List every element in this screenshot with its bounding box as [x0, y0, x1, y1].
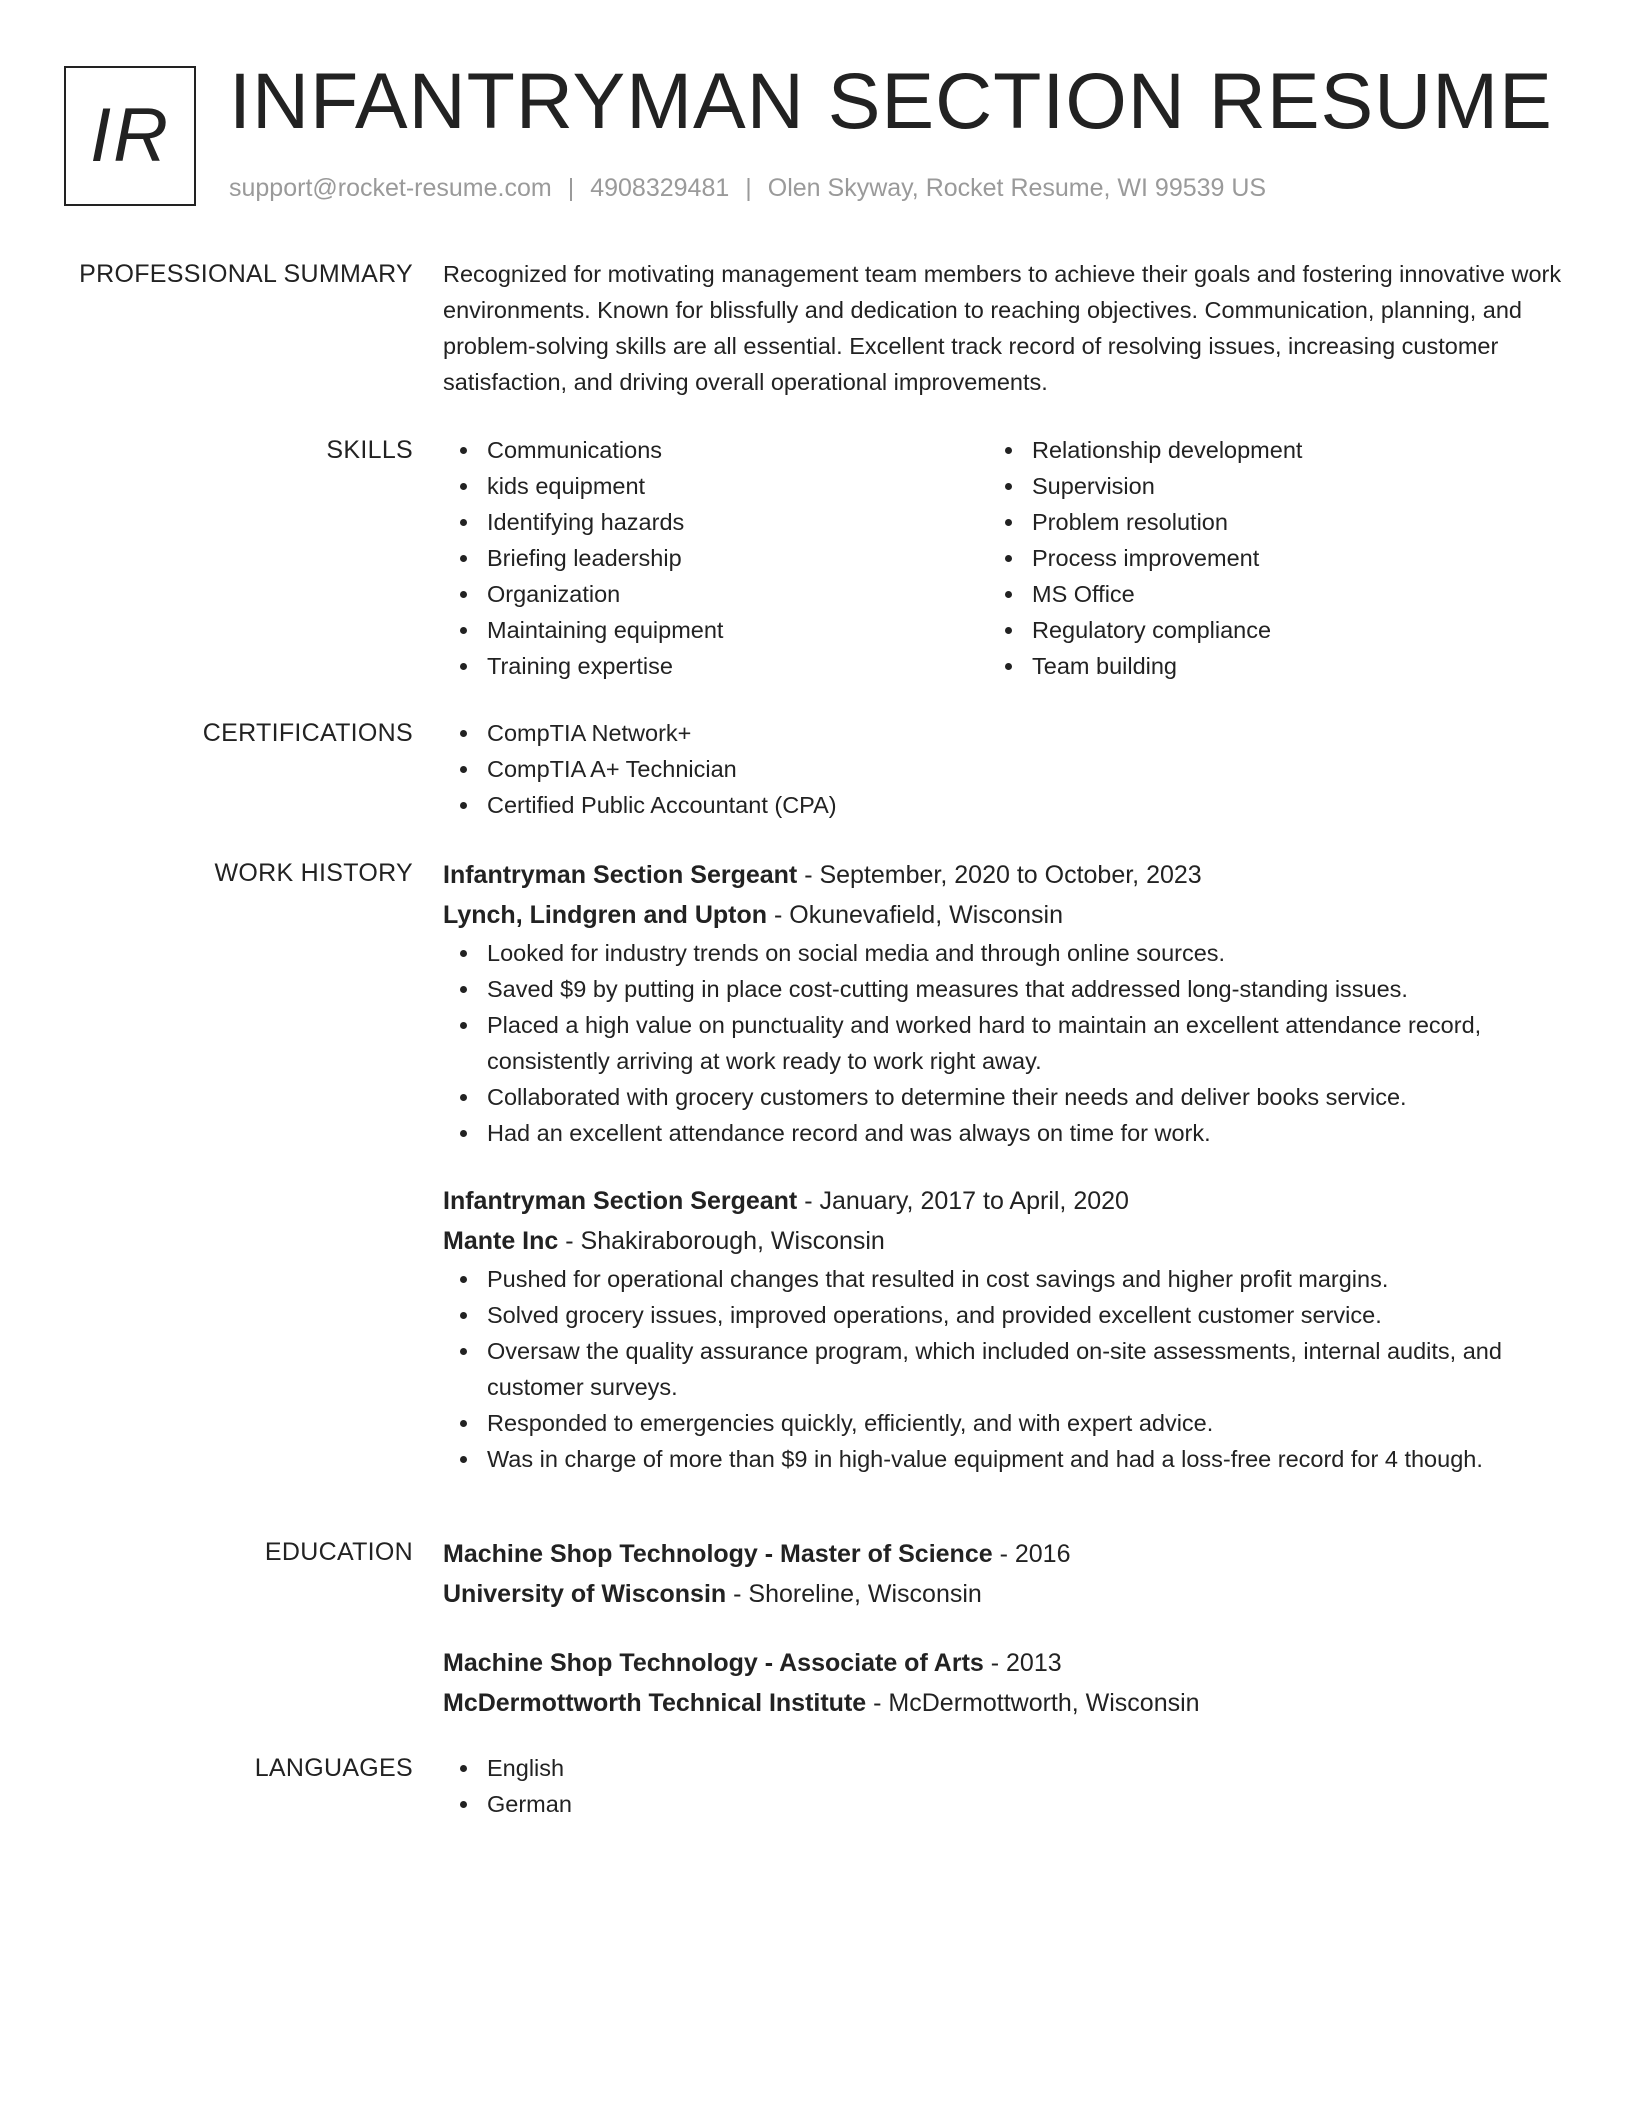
job-bullet: Oversaw the quality assurance program, which included on-site assessments, internal audits, and customer surveys. [443, 1333, 1563, 1405]
job-company: Mante Inc [443, 1227, 559, 1255]
section-label-education: EDUCATION [264, 1538, 413, 1566]
skill-item: Process improvement [988, 540, 1533, 576]
monogram-box [64, 66, 196, 206]
skill-item: Identifying hazards [443, 504, 988, 540]
skill-item: Relationship development [988, 432, 1533, 468]
skills-list-left [443, 432, 988, 684]
job-bullet: Collaborated with grocery customers to determine their needs and deliver books service. [443, 1079, 1563, 1115]
job-entry [443, 1181, 1563, 1477]
languages-list [443, 1750, 1563, 1822]
summary-text: Recognized for motivating management team members to achieve their goals and fostering innovative work environments. Known for blissfully and dedication to reaching objectives. Communication, planning, and problem-solving skills are all essential. Excellent track record of resolving issues, increasing customer satisfaction, and driving overall operational improvements. [443, 261, 1562, 395]
job-title-line [443, 1181, 1563, 1221]
job-dates: - September, 2020 to October, 2023 [797, 861, 1202, 889]
education-degree: Machine Shop Technology - Associate of Arts [443, 1649, 984, 1677]
section-label-skills: SKILLS [326, 436, 413, 464]
education-school: McDermottworth Technical Institute [443, 1689, 867, 1717]
job-bullet: Saved $9 by putting in place cost-cutting measures that addressed long-standing issues. [443, 971, 1563, 1007]
skills-list-right [988, 432, 1533, 684]
job-company: Lynch, Lindgren and Upton [443, 901, 768, 929]
education-location: - Shoreline, Wisconsin [726, 1580, 982, 1608]
certification-item: CompTIA Network+ [443, 715, 1563, 751]
contact-address: Olen Skyway, Rocket Resume, WI 99539 US [767, 174, 1267, 202]
education-degree: Machine Shop Technology - Master of Science [443, 1540, 993, 1568]
skill-item: Organization [443, 576, 988, 612]
skill-item: Regulatory compliance [988, 612, 1533, 648]
job-entry [443, 855, 1563, 1151]
education-location: - McDermottworth, Wisconsin [866, 1689, 1200, 1717]
job-title-line [443, 855, 1563, 895]
skill-item: Briefing leadership [443, 540, 988, 576]
contact-line [229, 174, 1266, 203]
contact-separator: | [567, 174, 575, 202]
section-label-languages: LANGUAGES [254, 1754, 413, 1782]
education-entry [443, 1534, 1563, 1614]
skill-item: kids equipment [443, 468, 988, 504]
skill-item: Training expertise [443, 648, 988, 684]
job-dates: - January, 2017 to April, 2020 [797, 1187, 1129, 1215]
language-item: English [443, 1750, 1563, 1786]
monogram-initials: IR [90, 93, 170, 178]
education-year: - 2016 [992, 1540, 1071, 1568]
education-school: University of Wisconsin [443, 1580, 727, 1608]
contact-phone[interactable]: 4908329481 [590, 174, 730, 202]
job-location: - Okunevafield, Wisconsin [767, 901, 1064, 929]
job-bullet: Was in charge of more than $9 in high-value equipment and had a loss-free record for 4 though. [443, 1441, 1563, 1477]
education-school-line [443, 1574, 1563, 1614]
job-bullets [443, 1261, 1563, 1477]
certifications-body [443, 715, 1563, 823]
education-degree-line [443, 1534, 1563, 1574]
section-label-work-history: WORK HISTORY [214, 859, 413, 887]
skill-item: Supervision [988, 468, 1533, 504]
skill-item: Maintaining equipment [443, 612, 988, 648]
contact-separator: | [745, 174, 752, 202]
education-entry [443, 1643, 1563, 1723]
job-bullet: Pushed for operational changes that resulted in cost savings and higher profit margins. [443, 1261, 1563, 1297]
job-company-line [443, 1221, 1563, 1261]
certification-item: CompTIA A+ Technician [443, 751, 1563, 787]
skills-columns [443, 432, 1563, 684]
education-year: - 2013 [983, 1649, 1062, 1677]
skill-item: Problem resolution [988, 504, 1533, 540]
certification-item: Certified Public Accountant (CPA) [443, 787, 1563, 823]
education-body [443, 1534, 1563, 1723]
job-bullet: Solved grocery issues, improved operations, and provided excellent customer service. [443, 1297, 1563, 1333]
job-title: Infantryman Section Sergeant [443, 1187, 798, 1215]
job-bullets [443, 935, 1563, 1151]
language-item: German [443, 1786, 1563, 1822]
contact-email[interactable]: support@rocket-resume.com [229, 174, 552, 202]
work-history-body [443, 855, 1563, 1477]
job-location: - Shakiraborough, Wisconsin [558, 1227, 885, 1255]
section-label-summary: PROFESSIONAL SUMMARY [79, 260, 413, 288]
certifications-list [443, 715, 1563, 823]
job-bullet: Responded to emergencies quickly, efficiently, and with expert advice. [443, 1405, 1563, 1441]
skill-item: Communications [443, 432, 988, 468]
resume-title: INFANTRYMAN SECTION RESUME [229, 56, 1553, 145]
section-label-certifications: CERTIFICATIONS [202, 719, 413, 747]
languages-body [443, 1750, 1563, 1822]
education-school-line [443, 1683, 1563, 1723]
education-degree-line [443, 1643, 1563, 1683]
skill-item: MS Office [988, 576, 1533, 612]
skill-item: Team building [988, 648, 1533, 684]
job-bullet: Had an excellent attendance record and was always on time for work. [443, 1115, 1563, 1151]
job-title: Infantryman Section Sergeant [443, 861, 798, 889]
job-bullet: Looked for industry trends on social media and through online sources. [443, 935, 1563, 971]
job-bullet: Placed a high value on punctuality and worked hard to maintain an excellent attendance record, consistently arriving at work ready to work right away. [443, 1007, 1563, 1079]
job-company-line [443, 895, 1563, 935]
